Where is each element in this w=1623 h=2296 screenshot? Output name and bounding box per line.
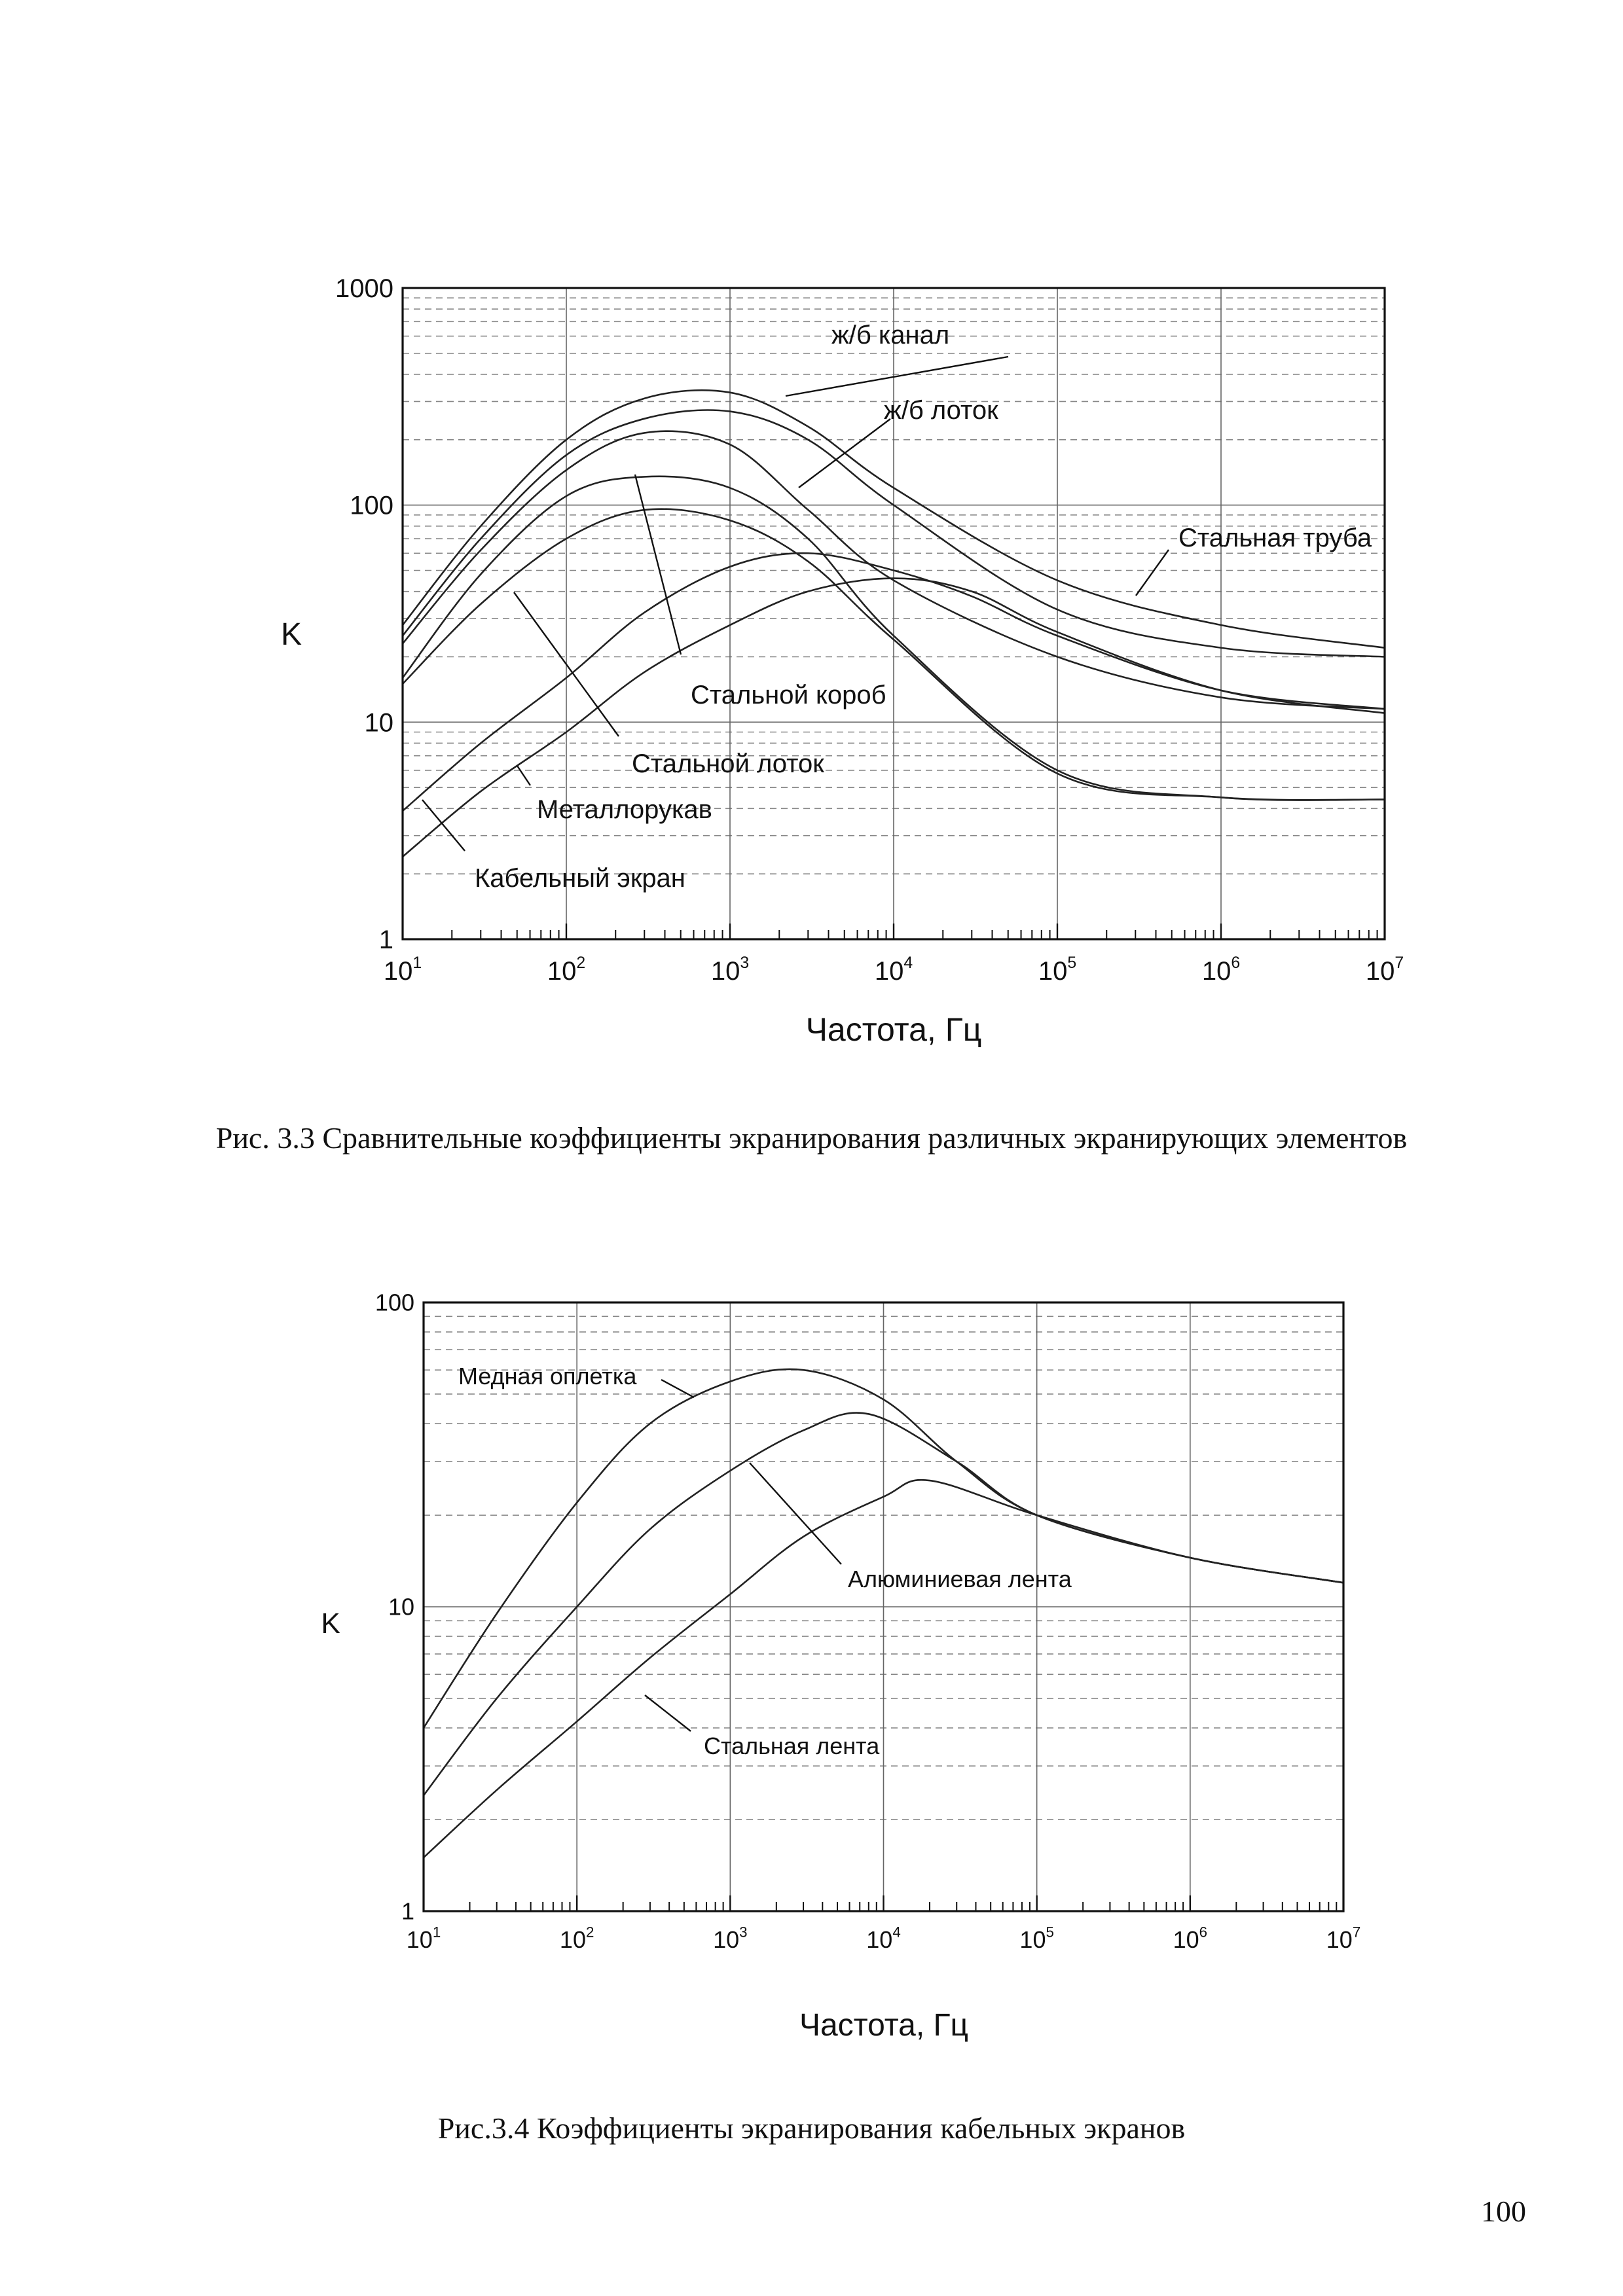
annotation bbox=[1136, 524, 1372, 596]
x-tick-label: $10^2$ bbox=[559, 1924, 594, 1953]
annotation-label: ж/б лоток bbox=[884, 396, 998, 425]
x-tick-label: $10^3$ bbox=[713, 1924, 748, 1953]
chart-svg bbox=[0, 1244, 1623, 2094]
annotation-leader bbox=[1136, 550, 1169, 596]
annotation-label: Металлорукав bbox=[537, 795, 712, 824]
y-tick-label: 100 bbox=[374, 1289, 414, 1316]
x-tick-label: $10^7$ bbox=[1326, 1924, 1361, 1953]
x-axis-label: Частота, Гц bbox=[805, 1011, 982, 1048]
chart-svg bbox=[0, 0, 1623, 1086]
annotation-leader bbox=[517, 766, 530, 785]
annotation bbox=[799, 396, 998, 488]
y-tick-label: 10 bbox=[388, 1593, 414, 1621]
chart-fig-3-3 bbox=[0, 0, 1623, 1086]
x-tick-label: $10^4$ bbox=[866, 1924, 901, 1953]
annotation-leader bbox=[635, 475, 681, 655]
figure-caption-3-4: Рис.3.4 Коэффициенты экранирования кабельных экранов bbox=[437, 2111, 1186, 2145]
annotation-leader bbox=[786, 357, 1008, 396]
annotation bbox=[786, 321, 1008, 396]
x-tick-label: $10^5$ bbox=[1038, 954, 1077, 986]
x-tick-label: $10^6$ bbox=[1201, 954, 1241, 986]
y-tick-label: 1 bbox=[401, 1897, 414, 1925]
chart-fig-3-4 bbox=[0, 1244, 1623, 2094]
x-tick-label: $10^4$ bbox=[874, 954, 913, 986]
x-tick-label: $10^5$ bbox=[1019, 1924, 1054, 1953]
y-axis-label: K bbox=[280, 617, 302, 652]
y-tick-label: 1 bbox=[378, 925, 393, 954]
annotation-leader bbox=[422, 800, 465, 851]
annotation-label: Стальной лоток bbox=[632, 749, 824, 778]
annotation bbox=[750, 1463, 1072, 1592]
x-minor-ticks bbox=[403, 924, 1377, 939]
y-tick-label: 100 bbox=[350, 491, 393, 520]
y-tick-label: 1000 bbox=[335, 274, 393, 303]
annotation-label: Кабельный экран bbox=[475, 864, 685, 893]
annotation-leader bbox=[661, 1380, 694, 1397]
annotation-label: Медная оплетка bbox=[458, 1363, 637, 1390]
page-number: 100 bbox=[1481, 2195, 1526, 2228]
annotation-label: Стальной короб bbox=[691, 681, 886, 709]
figure-caption-3-3: Рис. 3.3 Сравнительные коэффициенты экранирования различных экранирующих элементов bbox=[215, 1121, 1408, 1155]
annotation-label: Алюминиевая лента bbox=[848, 1566, 1072, 1592]
grid bbox=[424, 1302, 1343, 1911]
x-axis-label: Частота, Гц bbox=[799, 2008, 969, 2043]
annotation-label: ж/б канал bbox=[831, 321, 950, 350]
x-tick-label: $10^7$ bbox=[1365, 954, 1404, 986]
annotation bbox=[645, 1695, 880, 1759]
x-tick-label: $10^2$ bbox=[547, 954, 586, 986]
grid bbox=[403, 288, 1385, 939]
annotation-label: Стальная лента bbox=[704, 1732, 880, 1759]
x-tick-label: $10^3$ bbox=[710, 954, 750, 986]
annotation-label: Стальная труба bbox=[1178, 524, 1372, 552]
annotation bbox=[458, 1363, 694, 1397]
y-tick-label: 10 bbox=[364, 708, 393, 738]
y-axis-label: K bbox=[321, 1607, 340, 1640]
x-tick-label: $10^1$ bbox=[383, 954, 422, 986]
annotation-leader bbox=[750, 1463, 841, 1564]
annotation-leader bbox=[645, 1695, 691, 1731]
x-minor-ticks bbox=[424, 1895, 1336, 1911]
x-tick-label: $10^6$ bbox=[1173, 1924, 1208, 1953]
x-tick-label: $10^1$ bbox=[406, 1924, 441, 1953]
